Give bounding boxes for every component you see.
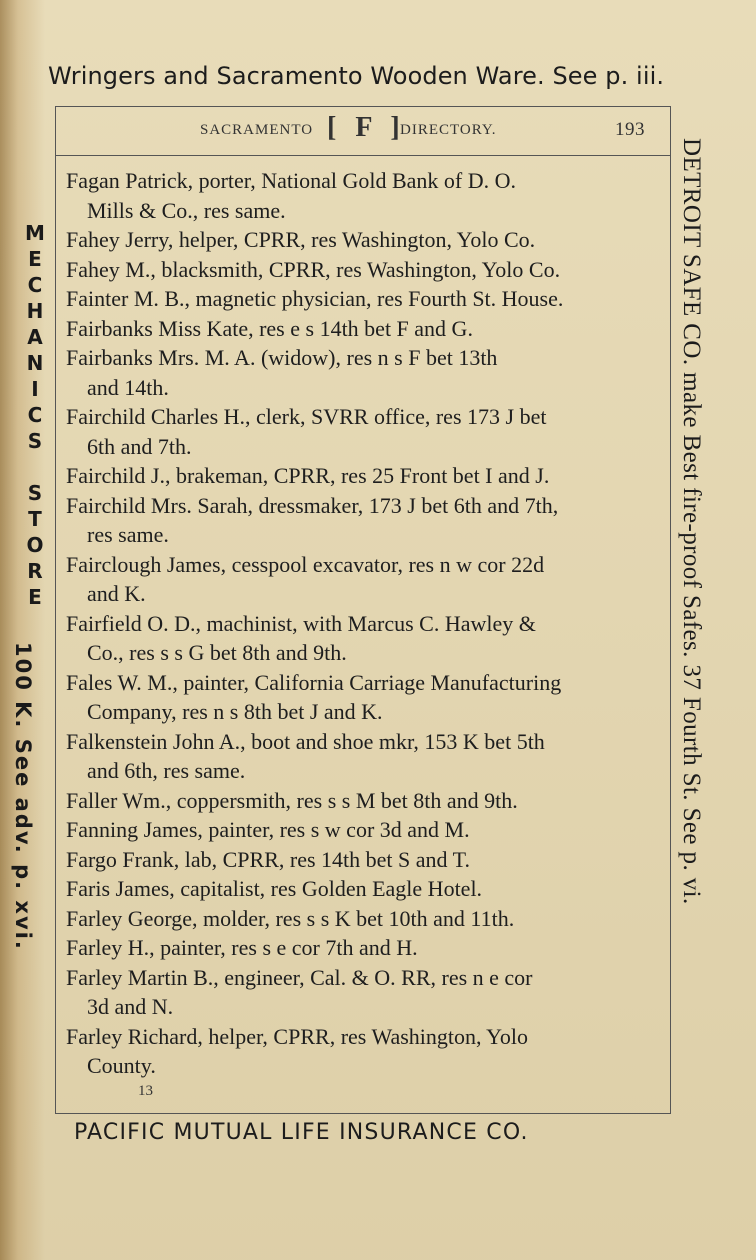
vertical-letter: R xyxy=(27,559,43,583)
entry-continuation: res same. xyxy=(87,522,169,547)
entry-line: Fargo Frank, lab, CPRR, res 14th bet S and T. xyxy=(66,846,470,872)
entry-continuation: County. xyxy=(87,1053,156,1078)
running-head xyxy=(55,112,671,152)
vertical-letter: A xyxy=(27,325,43,349)
entry-line: Farley Richard, helper, CPRR, res Washington, Yolo xyxy=(66,1023,528,1049)
vertical-letter: S xyxy=(27,481,43,505)
entry-continuation: 6th and 7th. xyxy=(87,433,192,459)
entry-continuation: Co., res s s G bet 8th and 9th. xyxy=(87,640,347,665)
vertical-letter: E xyxy=(28,585,42,609)
directory-entries xyxy=(66,166,666,1081)
entry-line: Fagan Patrick, porter, National Gold Bank of D. O. xyxy=(66,168,517,193)
vertical-letter: C xyxy=(27,403,43,427)
entry-line: Fairchild J., brakeman, CPRR, res 25 Front bet I and J. xyxy=(66,463,550,488)
entry-line: Fahey Jerry, helper, CPRR, res Washington, Yolo Co. xyxy=(66,227,536,252)
entry-continuation: Mills & Co., res same. xyxy=(87,197,286,223)
entry-line: Falkenstein John A., boot and shoe mkr, 153 K bet 5th xyxy=(66,728,545,754)
entry-line: Farley Martin B., engineer, Cal. & O. RR, res n e cor xyxy=(66,964,533,990)
vertical-letter: E xyxy=(28,247,42,271)
entry-continuation: and K. xyxy=(87,581,146,606)
entry-line: Fairfield O. D., machinist, with Marcus C. Hawley & xyxy=(66,610,536,636)
vertical-letter: C xyxy=(27,273,43,297)
vertical-letter xyxy=(20,454,50,480)
entry-line: Fairchild Charles H., clerk, SVRR office, res 173 J bet xyxy=(66,404,547,429)
entry-line: Fairbanks Mrs. M. A. (widow), res n s F bet 13th xyxy=(66,345,498,370)
vertical-letter: I xyxy=(31,377,39,401)
vertical-letter: O xyxy=(26,533,44,557)
vertical-letter: T xyxy=(28,507,42,531)
signature-mark: 13 xyxy=(138,1083,153,1099)
entry-line: Fairchild Mrs. Sarah, dressmaker, 173 J bet 6th and 7th, xyxy=(66,492,559,518)
entry-continuation: 3d and N. xyxy=(87,994,174,1019)
entry-line: Farley George, molder, res s s K bet 10th and 11th. xyxy=(66,905,515,931)
entry-line: Fairclough James, cesspool excavator, res n w cor 22d xyxy=(66,551,545,577)
page-number: 193 xyxy=(615,119,645,140)
entry-line: Fainter M. B., magnetic physician, res Fourth St. House. xyxy=(66,286,564,311)
entry-continuation: Company, res n s 8th bet J and K. xyxy=(87,699,383,724)
vertical-letter: M xyxy=(25,221,45,245)
vertical-letter: N xyxy=(26,351,44,375)
running-head-city: SACRAMENTO xyxy=(200,122,314,138)
running-head-letter: [ F ] xyxy=(327,112,406,143)
entry-line: Fales W. M., painter, California Carriage Manufacturing xyxy=(66,669,562,695)
entry-line: Faris James, capitalist, res Golden Eagle Hotel. xyxy=(66,876,483,901)
left-margin-vertical-ad xyxy=(20,220,50,610)
entry-continuation: and 14th. xyxy=(87,374,169,400)
running-head-title: DIRECTORY. xyxy=(400,122,497,138)
vertical-letter: H xyxy=(26,299,44,323)
bottom-advertisement: PACIFIC MUTUAL LIFE INSURANCE CO. xyxy=(74,1120,529,1145)
right-margin-advertisement: DETROIT SAFE CO. make Best fire-proof Safes. 37 Fourth St. See p. vi. xyxy=(678,138,705,905)
header-rule xyxy=(55,155,671,156)
entry-continuation: and 6th, res same. xyxy=(87,758,246,783)
entry-line: Fahey M., blacksmith, CPRR, res Washington, Yolo Co. xyxy=(66,256,561,282)
entry-line: Fanning James, painter, res s w cor 3d and M. xyxy=(66,817,470,842)
top-advertisement: Wringers and Sacramento Wooden Ware. See p. iii. xyxy=(48,62,665,90)
left-margin-rotated-ad: 100 K. See adv. p. xvi. xyxy=(11,642,35,951)
entry-line: Faller Wm., coppersmith, res s s M bet 8th and 9th. xyxy=(66,787,518,813)
entry-line: Fairbanks Miss Kate, res e s 14th bet F and G. xyxy=(66,315,473,341)
vertical-letter: S xyxy=(27,429,43,453)
entry-line: Farley H., painter, res s e cor 7th and H. xyxy=(66,935,418,960)
